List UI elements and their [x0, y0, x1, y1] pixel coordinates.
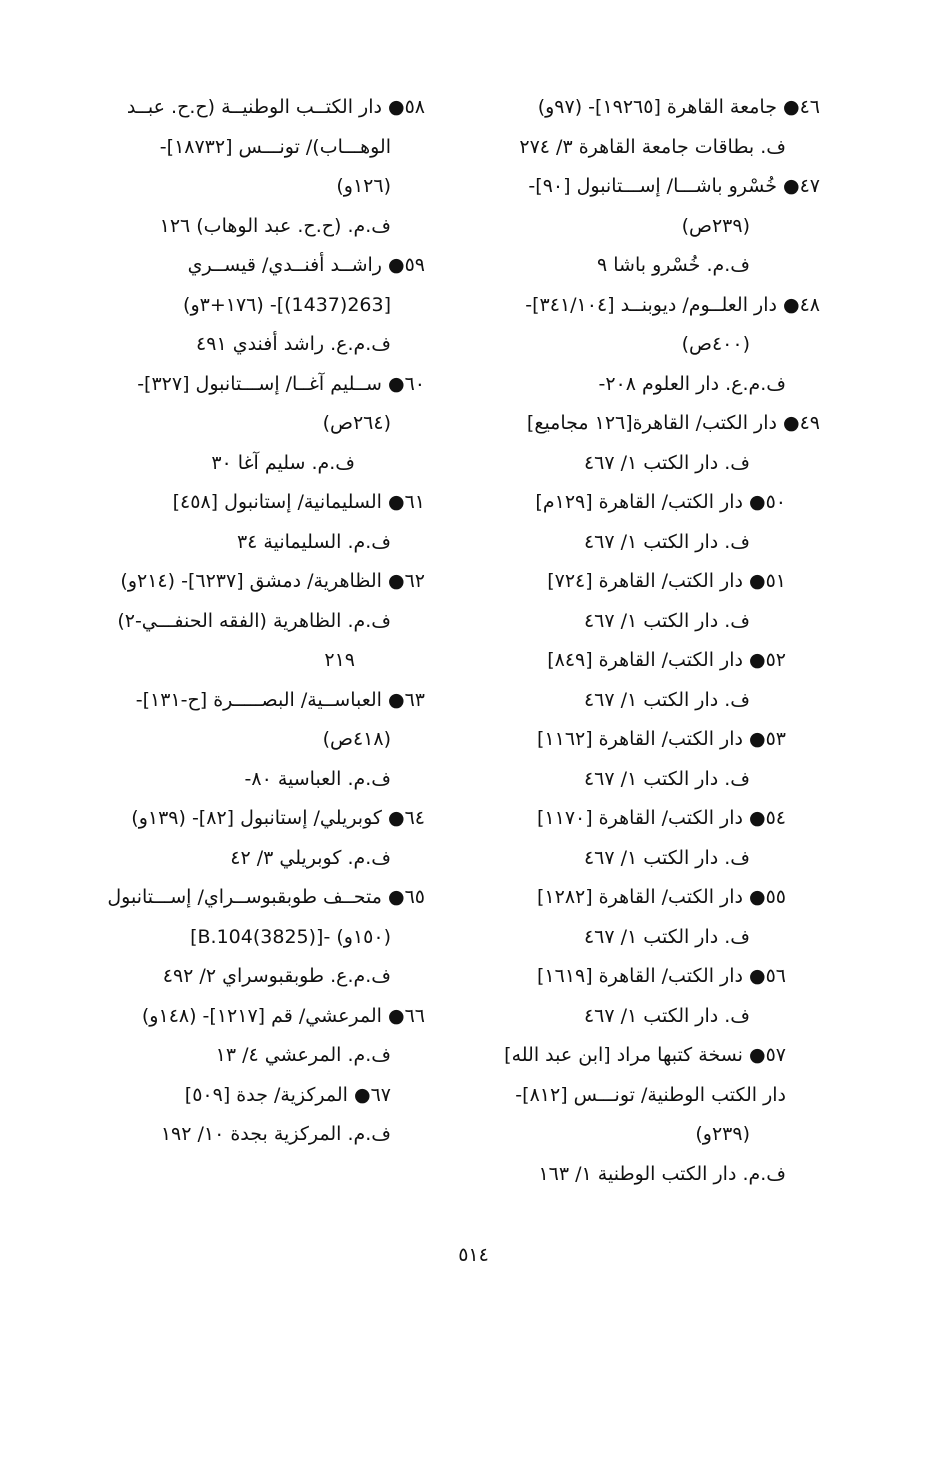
catalog-detail-line: الوهـــاب)/ تونـــس [١٨٧٣٢]- — [159, 135, 391, 158]
catalog-detail-line: ف. دار الكتب ١/ ٤٦٧ — [583, 846, 750, 869]
catalog-detail-line: ٦٧● المركزية/ جدة [٥٠٩] — [184, 1083, 391, 1106]
catalog-entry-line: ٦١● السليمانية/ إستانبول [٤٥٨] — [172, 491, 425, 513]
catalog-detail-line: [B.104(3825)]- (١٥٠و) — [190, 925, 391, 948]
catalog-entry-line: ٥٩● راشــد أفنــدي/ قيســري — [187, 254, 425, 276]
catalog-detail-line: ٥٢● دار الكتب/ القاهرة [٨٤٩] — [547, 649, 786, 671]
catalog-detail-line: ف.م. سليم آغا ٣٠ — [211, 451, 355, 474]
catalog-detail-line: ٢١٩ — [324, 649, 355, 671]
catalog-detail-line: ف. دار الكتب ١/ ٤٦٧ — [583, 530, 750, 553]
catalog-detail-line: ف. دار الكتب ١/ ٤٦٧ — [583, 925, 750, 948]
catalog-detail-line: ف. بطاقات جامعة القاهرة ٣/ ٢٧٤ — [519, 135, 786, 158]
catalog-entry-line: ٤٦● جامعة القاهرة [١٩٢٦٥]- (٩٧و) — [537, 96, 820, 118]
catalog-detail-line: ٥٧● نسخة كتبها مراد [ابن عبد الله] — [504, 1044, 786, 1066]
catalog-detail-line: ف.م.ع. راشد أفندي ٤٩١ — [196, 333, 391, 355]
page-number: ٥١٤ — [458, 1244, 489, 1266]
catalog-detail-line: ٥٤● دار الكتب/ القاهرة [١١٧٠] — [536, 807, 786, 829]
catalog-detail-line: ف.م. المرعشي ٤/ ١٣ — [215, 1044, 391, 1066]
catalog-entry-line: ٦٥● متحــف طوبقبوســراي/ إســـتانبول — [107, 886, 425, 908]
catalog-detail-line: ف. دار الكتب ١/ ٤٦٧ — [583, 1004, 750, 1027]
catalog-detail-line: ف. دار الكتب ١/ ٤٦٧ — [583, 767, 750, 790]
catalog-detail-line: ٥٠● دار الكتب/ القاهرة [١٢٩م] — [535, 491, 786, 513]
catalog-detail-line: (٢٣٩و) — [695, 1123, 750, 1145]
catalog-detail-line: ف.م. دار الكتب الوطنية ١/ ١٦٣ — [538, 1162, 786, 1185]
catalog-detail-line: ف.م. كوبريلي ٣/ ٤٢ — [230, 846, 391, 869]
catalog-detail-line: دار الكتب الوطنية/ تونـــس [٨١٢]- — [515, 1083, 786, 1106]
catalog-detail-line: ف.م. (ح.ح. عبد الوهاب) ١٢٦ — [159, 214, 391, 237]
catalog-detail-line: ف.م. خُسْرو باشا ٩ — [596, 254, 750, 276]
catalog-detail-line: ف.م. السليمانية ٣٤ — [236, 530, 391, 553]
catalog-detail-line: ف.م.ع. دار العلوم ٢٠٨- — [598, 372, 786, 395]
catalog-detail-line: ٥١● دار الكتب/ القاهرة [٧٢٤] — [547, 570, 786, 592]
catalog-entry-line: ٤٨● دار العلــوم/ ديوبنــد [٣٤١/١٠٤]- — [525, 293, 820, 316]
catalog-detail-line: [263(1437)]- (١٧٦+٣و) — [183, 293, 391, 316]
catalog-detail-line: ف.م. المركزية بجدة ١٠/ ١٩٢ — [160, 1123, 391, 1145]
catalog-entry-line: ٥٨● دار الكتــب الوطنيــة (ح.ح. عبــد — [126, 96, 425, 118]
left-column — [80, 88, 425, 1155]
catalog-entry-line: ٤٧● خُسْرو باشـــا/ إســـتانبول [٩٠]- — [528, 175, 820, 197]
catalog-entry-line: ٦٦● المرعشي/ قم [١٢١٧]- (١٤٨و) — [141, 1004, 425, 1027]
catalog-detail-line: ف. دار الكتب ١/ ٤٦٧ — [583, 609, 750, 632]
catalog-detail-line: ف. دار الكتب ١/ ٤٦٧ — [583, 688, 750, 711]
catalog-detail-line: ف.م. الظاهرية (الفقه الحنفـــي-٢) — [117, 609, 391, 632]
catalog-entry-line: ٦٠● ســليم آغــا/ إســـتانبول [٣٢٧]- — [137, 372, 425, 395]
catalog-detail-line: ف.م.ع. طوبقبوسراي ٢/ ٤٩٢ — [162, 965, 391, 987]
catalog-detail-line: (١٢٦و) — [336, 175, 391, 197]
catalog-entry-line: ٤٩● دار الكتب/ القاهرة[١٢٦ مجاميع] — [526, 412, 820, 434]
catalog-detail-line: ف.م. العباسية ٨٠- — [244, 767, 391, 790]
catalog-entry-line: ٦٤● كوبريلي/ إستانبول [٨٢]- (١٣٩و) — [131, 807, 425, 829]
catalog-detail-line: ٥٥● دار الكتب/ القاهرة [١٢٨٢] — [536, 886, 786, 908]
catalog-detail-line: (٢٦٤ص) — [322, 412, 391, 434]
catalog-detail-line: (٤٠٠ص) — [681, 333, 750, 355]
catalog-detail-line: ٥٣● دار الكتب/ القاهرة [١١٦٢] — [536, 728, 786, 750]
catalog-detail-line: ٥٦● دار الكتب/ القاهرة [١٦١٩] — [536, 965, 786, 987]
catalog-entry-line: ٦٣● العباســية/ البصـــــرة [ح-١٣١]- — [135, 688, 425, 711]
catalog-detail-line: ف. دار الكتب ١/ ٤٦٧ — [583, 451, 750, 474]
catalog-detail-line: (٤١٨ص) — [322, 728, 391, 750]
catalog-detail-line: (٢٣٩ص) — [681, 214, 750, 237]
catalog-entry-line: ٦٢● الظاهرية/ دمشق [٦٢٣٧]- (٢١٤و) — [120, 570, 425, 592]
right-column — [468, 88, 820, 1194]
